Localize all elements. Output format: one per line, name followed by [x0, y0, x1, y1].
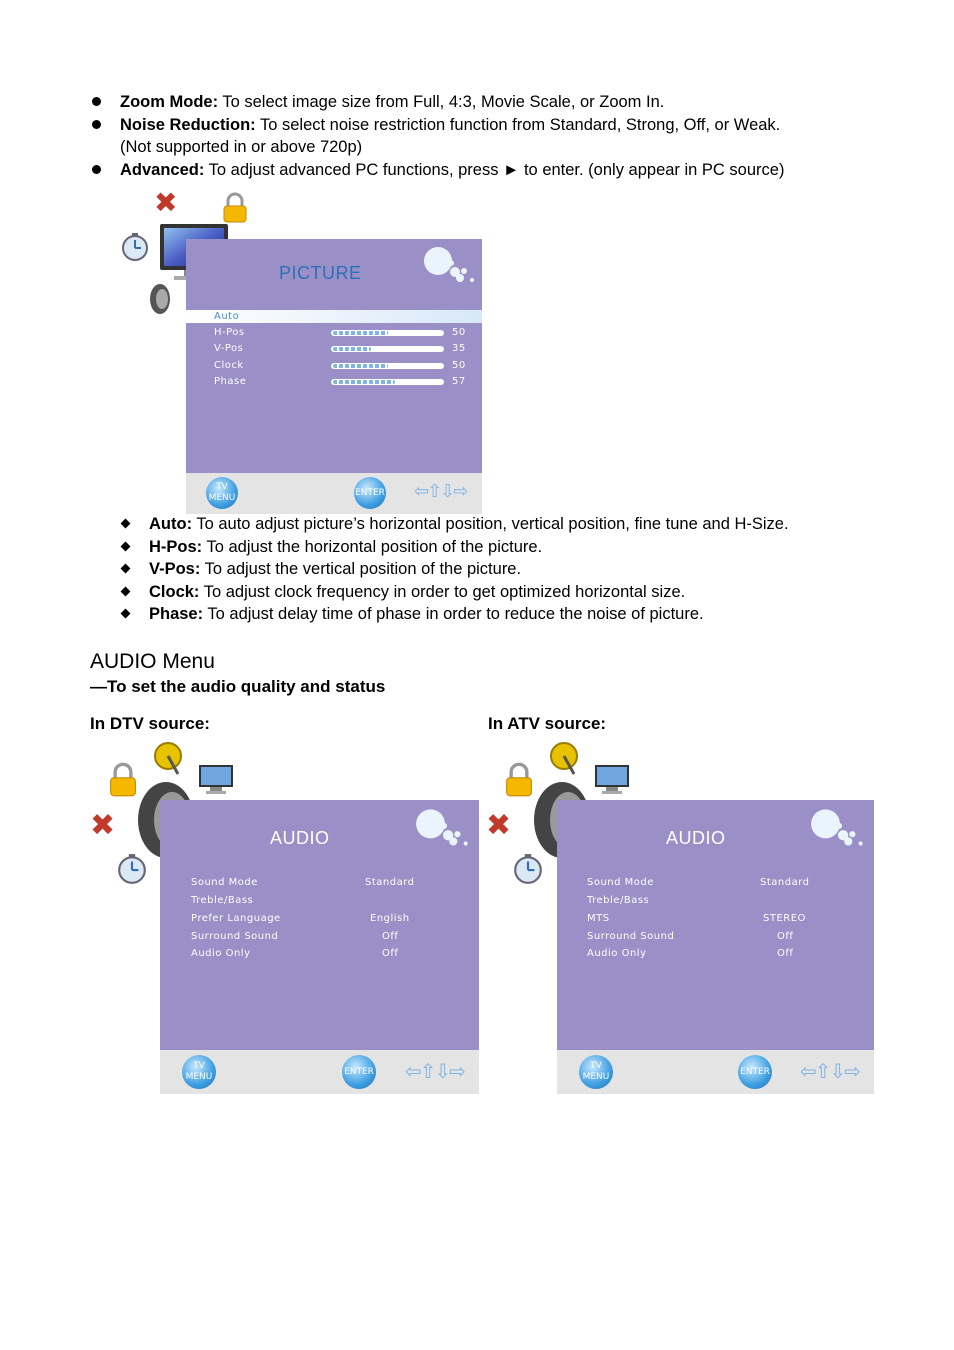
- audio-dtv-footer: [160, 1050, 479, 1094]
- hpos-slider-fill: [333, 331, 388, 335]
- audio-atv-audio-only-value: Off: [777, 948, 794, 959]
- audio-menu-heading: AUDIO Menu: [90, 650, 215, 673]
- picture-row-vpos[interactable]: V-Pos: [214, 343, 244, 354]
- timer-icon: [120, 232, 150, 266]
- audio-dtv-osd: [88, 740, 480, 1096]
- bullet-noise-reduction-note: (Not supported in or above 720p): [120, 138, 363, 156]
- bullet-dot: [92, 120, 101, 129]
- audio-atv-panel: [557, 800, 874, 1094]
- audio-atv-row-treble-bass[interactable]: Treble/Bass: [587, 895, 650, 906]
- phase-slider[interactable]: [331, 379, 444, 385]
- bubbles-icon: [809, 806, 871, 855]
- menu-button[interactable]: TV MENU: [182, 1055, 216, 1089]
- bubbles-icon: [414, 806, 476, 855]
- picture-osd: [118, 186, 484, 514]
- bullet-dot: [92, 97, 101, 106]
- audio-atv-title: AUDIO: [666, 828, 726, 848]
- speaker-icon: [146, 282, 176, 320]
- bullet-text: To adjust advanced PC functions, press ► to enter. (only appear in PC source): [204, 161, 785, 179]
- navigation-arrows-icon: ⇦⇧⇩⇨: [800, 1059, 860, 1083]
- bullet-text: To select image size from Full, 4:3, Movie Scale, or Zoom In.: [218, 93, 665, 111]
- audio-atv-osd: [484, 740, 876, 1096]
- audio-atv-surround-sound-value: Off: [777, 931, 794, 942]
- picture-footer: [186, 473, 482, 514]
- menu-button[interactable]: TV MENU: [579, 1055, 613, 1089]
- audio-dtv-audio-only-value: Off: [382, 948, 399, 959]
- audio-dtv-row-sound-mode[interactable]: Sound Mode: [191, 877, 258, 888]
- audio-dtv-row-audio-only[interactable]: Audio Only: [191, 948, 251, 959]
- audio-atv-row-sound-mode[interactable]: Sound Mode: [587, 877, 654, 888]
- bullet-term: Noise Reduction:: [120, 116, 256, 134]
- audio-atv-row-surround-sound[interactable]: Surround Sound: [587, 931, 675, 942]
- timer-icon: [116, 852, 148, 890]
- enter-button[interactable]: ENTER: [738, 1055, 772, 1089]
- audio-dtv-panel: [160, 800, 479, 1094]
- picture-row-clock[interactable]: Clock: [214, 360, 244, 371]
- audio-dtv-title: AUDIO: [270, 828, 330, 848]
- audio-atv-sound-mode-value: Standard: [760, 877, 810, 888]
- vpos-value: 35: [452, 343, 466, 354]
- satellite-icon: [150, 740, 186, 780]
- bullet-text: To select noise restriction function from Standard, Strong, Off, or Weak.: [255, 116, 781, 134]
- navigation-arrows-icon: ⇦⇧⇩⇨: [405, 1059, 465, 1083]
- hpos-value: 50: [452, 327, 466, 338]
- picture-title: PICTURE: [279, 263, 362, 283]
- timer-icon: [512, 852, 544, 890]
- audio-dtv-sound-mode-value: Standard: [365, 877, 415, 888]
- picture-row-hpos[interactable]: H-Pos: [214, 327, 245, 338]
- tools-icon: ✖: [154, 186, 178, 219]
- audio-atv-footer: [557, 1050, 874, 1094]
- phase-value: 57: [452, 376, 466, 387]
- audio-atv-row-mts[interactable]: MTS: [587, 913, 610, 924]
- audio-dtv-prefer-language-value: English: [370, 913, 410, 924]
- phase-slider-fill: [333, 380, 395, 384]
- audio-dtv-row-treble-bass[interactable]: Treble/Bass: [191, 895, 254, 906]
- audio-dtv-row-prefer-language[interactable]: Prefer Language: [191, 913, 281, 924]
- satellite-icon: [546, 740, 582, 780]
- enter-button[interactable]: ENTER: [354, 477, 386, 509]
- picture-row-phase[interactable]: Phase: [214, 376, 247, 387]
- clock-value: 50: [452, 360, 466, 371]
- bubbles-icon: [422, 245, 482, 290]
- navigation-arrows-icon: ⇦⇧⇩⇨: [414, 481, 467, 502]
- lock-icon: [222, 192, 246, 220]
- audio-menu-subheading: —To set the audio quality and status: [90, 677, 386, 696]
- atv-source-label: In ATV source:: [488, 714, 607, 733]
- audio-atv-mts-value: STEREO: [763, 913, 806, 924]
- bullet-dot: [92, 165, 101, 174]
- dtv-source-label: In DTV source:: [90, 714, 210, 733]
- clock-slider-fill: [333, 364, 388, 368]
- vpos-slider-fill: [333, 347, 371, 351]
- bullet-term: Zoom Mode:: [120, 93, 219, 111]
- tools-icon: ✖: [486, 808, 512, 843]
- tools-icon: ✖: [90, 808, 116, 843]
- picture-panel: [186, 239, 482, 514]
- bullet-term: Advanced:: [120, 161, 205, 179]
- audio-atv-row-audio-only[interactable]: Audio Only: [587, 948, 647, 959]
- hpos-slider[interactable]: [331, 330, 444, 336]
- clock-slider[interactable]: [331, 363, 444, 369]
- picture-row-auto[interactable]: Auto: [214, 311, 240, 322]
- vpos-slider[interactable]: [331, 346, 444, 352]
- audio-dtv-surround-sound-value: Off: [382, 931, 399, 942]
- enter-button[interactable]: ENTER: [342, 1055, 376, 1089]
- menu-button[interactable]: TV MENU: [206, 477, 238, 509]
- audio-dtv-row-surround-sound[interactable]: Surround Sound: [191, 931, 279, 942]
